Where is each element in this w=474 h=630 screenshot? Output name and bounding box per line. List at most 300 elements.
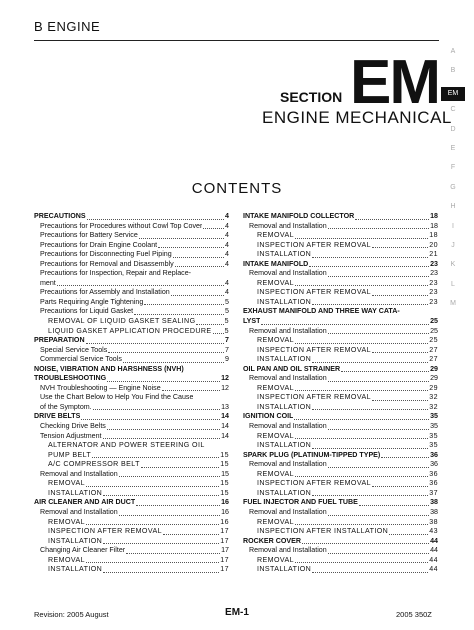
toc-entry-title: Use the Chart Below to Help You Find the Cause: [40, 393, 194, 402]
toc-leader-dots: [141, 467, 219, 468]
toc-leader-dots: [203, 228, 224, 229]
toc-page-number: 25: [429, 336, 438, 345]
toc-entry[interactable]: [243, 470, 438, 480]
toc-page-number: 23: [430, 259, 438, 268]
toc-entry[interactable]: [34, 537, 229, 547]
toc-page-number: 18: [430, 212, 438, 220]
toc-page-number: 23: [429, 288, 438, 297]
toc-leader-dots: [86, 524, 219, 525]
toc-entry-title: INSTALLATION: [257, 488, 312, 497]
toc-entry[interactable]: [243, 327, 438, 337]
toc-entry-title: REMOVAL: [257, 278, 294, 287]
toc-page-number: 36: [429, 469, 438, 478]
section-title: ENGINE MECHANICAL: [262, 108, 452, 127]
toc-entry[interactable]: [243, 288, 438, 298]
toc-page-number: 13: [221, 402, 229, 411]
toc-entry[interactable]: [243, 279, 438, 289]
toc-entry[interactable]: [34, 556, 229, 566]
toc-entry[interactable]: [34, 241, 229, 251]
toc-page-number: 37: [429, 488, 438, 497]
toc-entry-title: Precautions for Removal and Disassembly: [40, 259, 174, 268]
toc-entry-title: INSTALLATION: [48, 488, 103, 497]
toc-entry-title: PREPARATION: [34, 336, 85, 345]
toc-page-number: 4: [225, 240, 229, 249]
toc-entry-title: REMOVAL: [48, 479, 85, 488]
toc-entry-title: Commercial Service Tools: [40, 355, 122, 364]
toc-entry[interactable]: [34, 479, 229, 489]
toc-entry-title: PRECAUTIONS: [34, 212, 86, 220]
toc-leader-dots: [328, 553, 429, 554]
toc-page-number: 32: [429, 402, 438, 411]
toc-leader-dots: [295, 438, 428, 439]
toc-leader-dots: [295, 285, 428, 286]
toc-entry-title: Parts Requiring Angle Tightening: [40, 297, 144, 306]
toc-right-column: [243, 212, 438, 575]
toc-entry[interactable]: [243, 403, 438, 413]
toc-entry[interactable]: [34, 307, 229, 317]
toc-leader-dots: [302, 543, 429, 544]
toc-entry[interactable]: [243, 241, 438, 251]
toc-entry[interactable]: [34, 260, 229, 270]
toc-leader-dots: [312, 257, 428, 258]
toc-entry[interactable]: [243, 393, 438, 403]
toc-leader-dots: [171, 295, 224, 296]
toc-page-number: 4: [225, 250, 229, 259]
section-label: SECTION: [280, 89, 343, 105]
toc-entry[interactable]: [243, 355, 438, 365]
contents-heading: CONTENTS: [191, 180, 283, 197]
toc-entry[interactable]: [34, 288, 229, 298]
toc-page-number: 15: [220, 479, 229, 488]
toc-leader-dots: [162, 390, 220, 391]
toc-leader-dots: [312, 572, 428, 573]
toc-page-number: 5: [225, 307, 229, 316]
toc-entry-title: Precautions for Inspection, Repair and Replace-: [40, 269, 192, 278]
toc-entry[interactable]: [243, 508, 438, 518]
toc-page-number: 23: [429, 297, 438, 306]
toc-section-entry[interactable]: [34, 365, 229, 375]
toc-entry-title: Removal and Installation: [249, 507, 327, 516]
toc-entry-title: Removal and Installation: [249, 546, 327, 555]
toc-section-entry[interactable]: [243, 537, 438, 547]
toc-section-entry[interactable]: [243, 412, 438, 422]
toc-page-number: 44: [430, 546, 438, 555]
toc-entry[interactable]: [34, 346, 229, 356]
toc-entry-title: EXHAUST MANIFOLD AND THREE WAY CATA-: [243, 307, 400, 316]
toc-section-entry[interactable]: [34, 498, 229, 508]
toc-entry[interactable]: [243, 269, 438, 279]
toc-page-number: 15: [220, 460, 229, 469]
toc-entry[interactable]: [34, 432, 229, 442]
toc-entry[interactable]: [243, 346, 438, 356]
toc-leader-dots: [119, 476, 220, 477]
toc-page-number: 18: [429, 231, 438, 240]
toc-page-number: 16: [221, 507, 229, 516]
toc-page-number: 4: [225, 288, 229, 297]
toc-entry-title: INSTALLATION: [257, 355, 312, 364]
toc-entry-title: Removal and Installation: [249, 221, 327, 230]
toc-page-number: 4: [225, 259, 229, 268]
toc-page-number: 7: [225, 336, 229, 345]
toc-page-number: 38: [430, 507, 438, 516]
page-number: EM-1: [225, 607, 249, 618]
toc-page-number: 18: [430, 221, 438, 230]
toc-leader-dots: [103, 495, 219, 496]
toc-entry[interactable]: [243, 556, 438, 566]
toc-leader-dots: [81, 419, 220, 420]
section-tab-l[interactable]: L: [451, 280, 455, 288]
toc-entry-title: INSPECTION AFTER REMOVAL: [257, 345, 371, 354]
toc-leader-dots: [295, 476, 428, 477]
toc-page-number: 4: [225, 212, 229, 220]
toc-entry[interactable]: [34, 355, 229, 365]
toc-page-number: 17: [221, 546, 229, 555]
toc-entry-title: INSTALLATION: [257, 441, 312, 450]
revision-footer: Revision: 2005 August: [34, 610, 109, 619]
section-tab-j[interactable]: J: [451, 242, 455, 249]
toc-entry[interactable]: [243, 231, 438, 241]
toc-leader-dots: [57, 285, 224, 286]
toc-entry[interactable]: [34, 231, 229, 241]
toc-page-number: 20: [429, 240, 438, 249]
toc-section-entry[interactable]: [34, 412, 229, 422]
toc-leader-dots: [312, 448, 428, 449]
toc-section-entry[interactable]: [243, 498, 438, 508]
toc-leader-dots: [86, 486, 219, 487]
toc-entry[interactable]: [34, 250, 229, 260]
toc-leader-dots: [389, 534, 428, 535]
toc-entry[interactable]: [243, 441, 438, 451]
toc-leader-dots: [93, 409, 220, 410]
toc-section-entry[interactable]: [243, 260, 438, 270]
toc-page-number: 17: [220, 536, 229, 545]
toc-section-entry[interactable]: [243, 212, 438, 222]
toc-section-entry[interactable]: [243, 365, 438, 375]
section-tab-g[interactable]: G: [450, 183, 456, 191]
toc-section-entry[interactable]: [34, 212, 229, 222]
toc-leader-dots: [92, 457, 219, 458]
toc-entry-title: INSTALLATION: [257, 297, 312, 306]
toc-entry-title: INTAKE MANIFOLD: [243, 259, 309, 268]
toc-entry-title: Precautions for Liquid Gasket: [40, 307, 134, 316]
section-tab-k[interactable]: K: [450, 261, 456, 269]
toc-entry-title: INSPECTION AFTER REMOVAL: [257, 479, 371, 488]
toc-section-entry[interactable]: [34, 336, 229, 346]
toc-entry-title: Removal and Installation: [249, 374, 327, 383]
toc-entry-title: Changing Air Cleaner Filter: [40, 546, 126, 555]
toc-leader-dots: [123, 362, 224, 363]
toc-entry[interactable]: [34, 279, 229, 289]
section-tab-f[interactable]: F: [450, 164, 456, 172]
toc-section-entry[interactable]: [34, 374, 229, 384]
toc-entry-title: SPARK PLUG (PLATINUM-TIPPED TYPE): [243, 450, 381, 459]
toc-entry[interactable]: [34, 460, 229, 470]
section-tab-d[interactable]: D: [450, 125, 456, 133]
toc-entry-title: of the Symptom.: [40, 402, 92, 411]
toc-entry[interactable]: [34, 451, 229, 461]
toc-leader-dots: [328, 276, 429, 277]
toc-leader-dots: [309, 266, 429, 267]
toc-entry-title: REMOVAL: [257, 383, 294, 392]
toc-entry-title: PUMP BELT: [48, 450, 92, 459]
toc-page-number: 5: [225, 297, 229, 306]
toc-entry[interactable]: [243, 250, 438, 260]
toc-entry-title: LYST: [243, 317, 261, 326]
toc-entry[interactable]: [34, 527, 229, 537]
toc-entry[interactable]: [34, 565, 229, 575]
toc-page-number: 17: [220, 527, 229, 536]
toc-page-number: 4: [225, 231, 229, 240]
toc-page-number: 35: [430, 412, 438, 421]
toc-page-number: 16: [221, 498, 229, 507]
toc-page-number: 38: [429, 517, 438, 526]
toc-leader-dots: [328, 381, 429, 382]
toc-entry-title: Removal and Installation: [249, 460, 327, 469]
toc-entry[interactable]: [34, 518, 229, 528]
toc-leader-dots: [328, 515, 429, 516]
toc-leader-dots: [196, 324, 223, 325]
toc-leader-dots: [139, 238, 224, 239]
toc-page-number: 35: [429, 431, 438, 440]
toc-leader-dots: [103, 543, 219, 544]
toc-entry-title: NOISE, VIBRATION AND HARSHNESS (NVH): [34, 364, 184, 373]
toc-entry-title: REMOVAL: [48, 555, 85, 564]
section-tab-b[interactable]: B: [450, 67, 456, 75]
toc-entry[interactable]: [243, 565, 438, 575]
toc-entry-title: REMOVAL: [257, 431, 294, 440]
toc-entry-title: Checking Drive Belts: [40, 422, 106, 431]
toc-page-number: 35: [430, 422, 438, 431]
toc-page-number: 23: [429, 278, 438, 287]
toc-page-number: 36: [430, 460, 438, 469]
toc-entry-title: Precautions for Battery Service: [40, 231, 138, 240]
toc-entry-title: A/C COMPRESSOR BELT: [48, 460, 140, 469]
toc-entry-title: INSTALLATION: [257, 565, 312, 574]
toc-entry-title: AIR CLEANER AND AIR DUCT: [34, 498, 136, 507]
toc-entry-title: INSTALLATION: [48, 536, 103, 545]
toc-page-number: 27: [429, 355, 438, 364]
toc-entry-title: Precautions for Assembly and Installation: [40, 288, 170, 297]
toc-leader-dots: [175, 266, 224, 267]
toc-entry[interactable]: [243, 384, 438, 394]
toc-leader-dots: [312, 409, 428, 410]
toc-entry-title: REMOVAL: [257, 469, 294, 478]
toc-page-number: 14: [221, 422, 229, 431]
toc-page-number: 25: [430, 326, 438, 335]
toc-page-number: 7: [225, 345, 229, 354]
toc-entry[interactable]: [34, 317, 229, 327]
toc-page-number: 43: [429, 527, 438, 536]
toc-entry-title: LIQUID GASKET APPLICATION PROCEDURE: [48, 326, 212, 335]
toc-leader-dots: [126, 553, 220, 554]
toc-entry-title: DRIVE BELTS: [34, 412, 81, 421]
toc-entry[interactable]: [34, 470, 229, 480]
toc-entry[interactable]: [243, 546, 438, 556]
toc-entry-title: Removal and Installation: [40, 469, 118, 478]
toc-section-entry[interactable]: [243, 451, 438, 461]
toc-entry[interactable]: [243, 527, 438, 537]
toc-entry[interactable]: [34, 489, 229, 499]
toc-leader-dots: [103, 572, 219, 573]
toc-entry[interactable]: [243, 422, 438, 432]
toc-entry-title: INTAKE MANIFOLD COLLECTOR: [243, 212, 355, 220]
toc-entry-title: Removal and Installation: [249, 269, 327, 278]
toc-entry-title: Removal and Installation: [249, 326, 327, 335]
toc-entry[interactable]: [34, 327, 229, 337]
toc-leader-dots: [295, 562, 428, 563]
toc-leader-dots: [86, 562, 219, 563]
toc-entry-title: Precautions for Disconnecting Fuel Piping: [40, 250, 172, 259]
toc-entry-title: INSTALLATION: [257, 250, 312, 259]
toc-page-number: 16: [220, 517, 229, 526]
toc-page-number: 5: [224, 326, 229, 335]
toc-entry[interactable]: [34, 441, 229, 451]
toc-leader-dots: [312, 304, 428, 305]
toc-leader-dots: [328, 429, 429, 430]
section-tab-c[interactable]: C: [450, 106, 456, 114]
toc-page-number: 4: [225, 278, 229, 287]
toc-entry-title: OIL PAN AND OIL STRAINER: [243, 364, 341, 373]
toc-page-number: 14: [221, 412, 229, 421]
toc-page-number: 12: [221, 383, 229, 392]
toc-section-entry[interactable]: [243, 317, 438, 327]
toc-entry[interactable]: [243, 432, 438, 442]
toc-entry-title: REMOVAL: [257, 517, 294, 526]
toc-leader-dots: [372, 486, 428, 487]
toc-page-number: 5: [224, 317, 229, 326]
toc-page-number: 21: [429, 250, 438, 259]
toc-entry-title: INSTALLATION: [48, 565, 103, 574]
toc-section-entry[interactable]: [243, 307, 438, 317]
toc-entry[interactable]: [243, 489, 438, 499]
toc-page-number: 44: [429, 565, 438, 574]
toc-page-number: 15: [220, 488, 229, 497]
toc-page-number: 38: [430, 498, 438, 507]
toc-entry[interactable]: [243, 222, 438, 232]
toc-entry[interactable]: [243, 518, 438, 528]
toc-leader-dots: [381, 457, 429, 458]
toc-entry-title: ALTERNATOR AND POWER STEERING OIL: [48, 441, 205, 450]
toc-entry-title: Precautions for Drain Engine Coolant: [40, 240, 158, 249]
toc-leader-dots: [295, 238, 428, 239]
toc-leader-dots: [328, 467, 429, 468]
toc-page-number: 32: [429, 393, 438, 402]
toc-entry[interactable]: [243, 374, 438, 384]
toc-leader-dots: [328, 228, 429, 229]
toc-leader-dots: [163, 534, 219, 535]
toc-page-number: 29: [430, 364, 438, 373]
toc-leader-dots: [359, 505, 429, 506]
toc-leader-dots: [144, 304, 224, 305]
section-tab-e[interactable]: E: [450, 145, 456, 152]
toc-leader-dots: [134, 314, 224, 315]
toc-page-number: 14: [221, 431, 229, 440]
toc-leader-dots: [295, 343, 428, 344]
toc-entry-title: REMOVAL: [257, 231, 294, 240]
toc-entry-title: INSPECTION AFTER REMOVAL: [257, 288, 371, 297]
section-tab-a[interactable]: A: [450, 48, 456, 55]
toc-leader-dots: [136, 505, 220, 506]
toc-leader-dots: [328, 333, 429, 334]
toc-page-number: 4: [225, 221, 229, 230]
toc-entry[interactable]: [243, 460, 438, 470]
toc-leader-dots: [261, 324, 429, 325]
toc-entry-title: INSTALLATION: [257, 402, 312, 411]
toc-entry[interactable]: [243, 298, 438, 308]
toc-page-number: 25: [430, 317, 438, 326]
section-tab-h[interactable]: H: [450, 203, 456, 211]
toc-leader-dots: [312, 495, 428, 496]
toc-page-number: 36: [429, 479, 438, 488]
toc-entry[interactable]: [34, 403, 229, 413]
section-tab-i[interactable]: I: [452, 222, 454, 230]
toc-leader-dots: [294, 419, 429, 420]
toc-entry-title: INSPECTION AFTER REMOVAL: [257, 393, 371, 402]
toc-leader-dots: [158, 247, 224, 248]
toc-page-number: 15: [220, 450, 229, 459]
toc-leader-dots: [108, 352, 224, 353]
toc-entry[interactable]: [243, 479, 438, 489]
toc-leader-dots: [295, 390, 428, 391]
toc-entry[interactable]: [34, 393, 229, 403]
toc-leader-dots: [86, 343, 224, 344]
toc-entry-title: IGNITION COIL: [243, 412, 294, 421]
toc-leader-dots: [372, 247, 428, 248]
toc-entry[interactable]: [34, 269, 229, 279]
toc-entry-title: Tension Adjustment: [40, 431, 102, 440]
toc-page-number: 27: [429, 345, 438, 354]
toc-page-number: 29: [429, 383, 438, 392]
toc-entry-title: TROUBLESHOOTING: [34, 374, 107, 383]
toc-leader-dots: [295, 524, 428, 525]
toc-leader-dots: [372, 295, 428, 296]
section-code: EM: [350, 48, 439, 117]
toc-page-number: 17: [220, 565, 229, 574]
toc-leader-dots: [312, 362, 428, 363]
toc-entry-title: REMOVAL: [257, 555, 294, 564]
toc-page-number: 29: [430, 374, 438, 383]
toc-leader-dots: [103, 438, 221, 439]
toc-entry-title: ment: [40, 278, 56, 287]
toc-entry-title: REMOVAL OF LIQUID GASKET SEALING: [48, 317, 196, 326]
toc-entry[interactable]: [34, 298, 229, 308]
toc-entry[interactable]: [34, 422, 229, 432]
group-header: B ENGINE: [34, 19, 101, 34]
toc-leader-dots: [107, 429, 220, 430]
toc-leader-dots: [355, 219, 429, 220]
toc-entry[interactable]: [243, 336, 438, 346]
toc-entry-title: FUEL INJECTOR AND FUEL TUBE: [243, 498, 358, 507]
toc-leader-dots: [87, 219, 224, 220]
toc-entry-title: INSPECTION AFTER REMOVAL: [257, 240, 371, 249]
toc-entry[interactable]: [34, 508, 229, 518]
toc-entry-title: Precautions for Procedures without Cowl Top Cover: [40, 221, 203, 230]
section-tab-m[interactable]: M: [450, 300, 456, 308]
toc-entry-title: ROCKER COVER: [243, 536, 301, 545]
toc-page-number: 9: [225, 355, 229, 364]
toc-entry-title: INSPECTION AFTER INSTALLATION: [257, 527, 389, 536]
toc-entry[interactable]: [34, 384, 229, 394]
toc-entry-title: Removal and Installation: [40, 507, 118, 516]
toc-page-number: 44: [429, 555, 438, 564]
toc-entry[interactable]: [34, 222, 229, 232]
toc-page-number: 17: [220, 555, 229, 564]
toc-leader-dots: [341, 371, 429, 372]
toc-entry[interactable]: [34, 546, 229, 556]
toc-entry-title: REMOVAL: [257, 336, 294, 345]
toc-leader-dots: [372, 352, 428, 353]
section-tab-em[interactable]: EM: [441, 87, 465, 101]
